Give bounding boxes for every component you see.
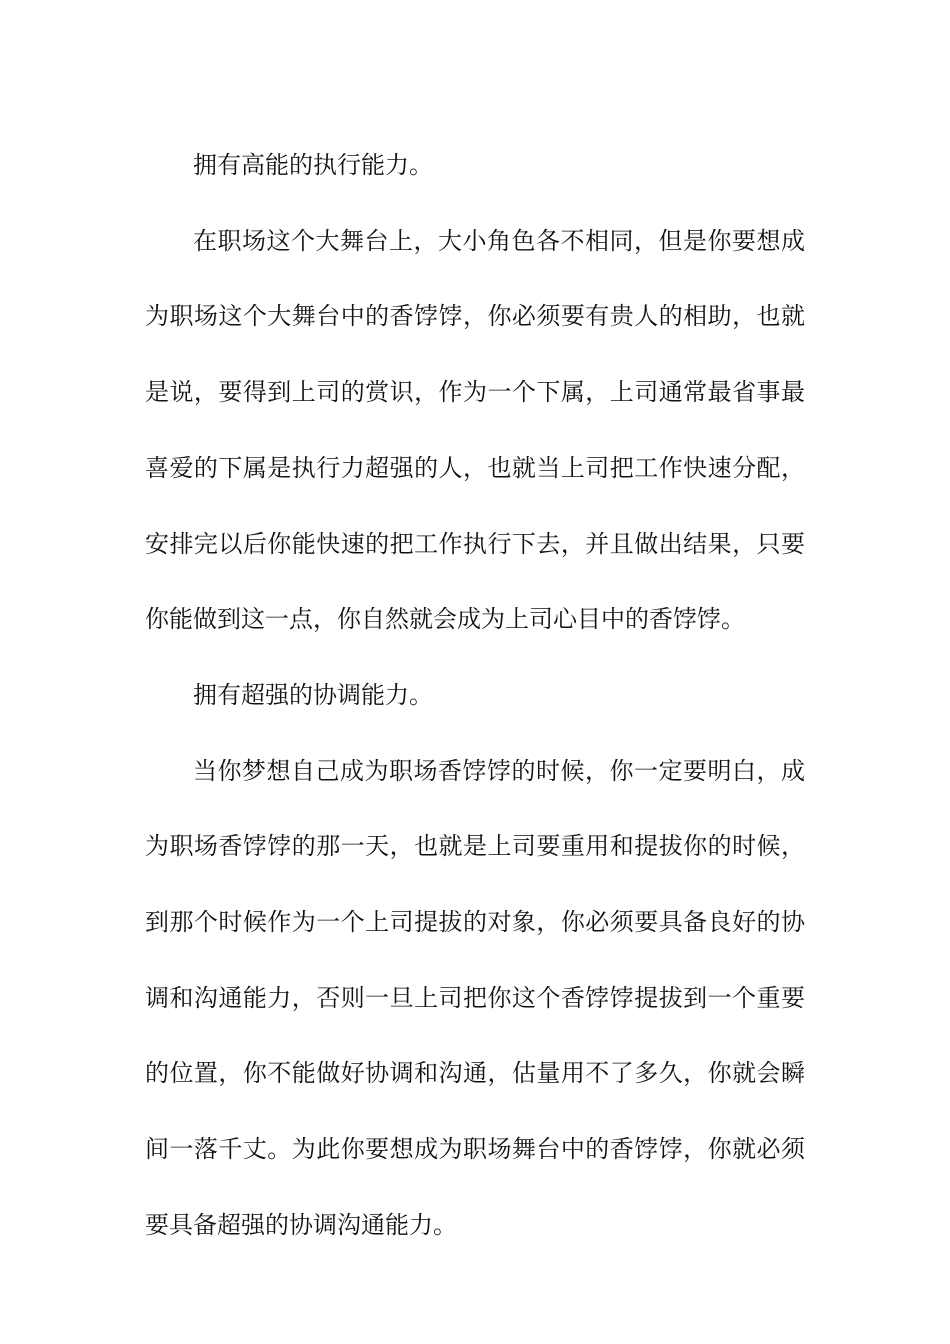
heading-execution-ability: 拥有高能的执行能力。 [193,151,433,179]
document-body [145,128,805,1264]
paragraph-execution: 在职场这个大舞台上，大小角色各不相同，但是你要想成为职场这个大舞台中的香饽饽，你必须要有贵人的相助，也就是说，要得到上司的赏识，作为一个下属，上司通常最省事最喜爱的下属是执行力超强的人，也就当上司把工作快速分配，安排完以后你能快速的把工作执行下去，并且做出结果，只要你能做到这一点，你自然就会成为上司心目中的香饽饽。 [145,226,805,634]
heading-coordination-ability: 拥有超强的协调能力。 [193,680,433,709]
paragraph-coordination: 当你梦想自己成为职场香饽饽的时候，你一定要明白，成为职场香饽饽的那一天，也就是上司要重用和提拔你的时候，到那个时候作为一个上司提拔的对象，你必须要具备良好的协调和沟通能力，否则一旦上司把你这个香饽饽提拔到一个重要的位置，你不能做好协调和沟通，估量用不了多久，你就会瞬间一落千丈。为此你要想成为职场舞台中的香饽饽，你就必须要具备超强的协调沟通能力。 [145,756,805,1239]
